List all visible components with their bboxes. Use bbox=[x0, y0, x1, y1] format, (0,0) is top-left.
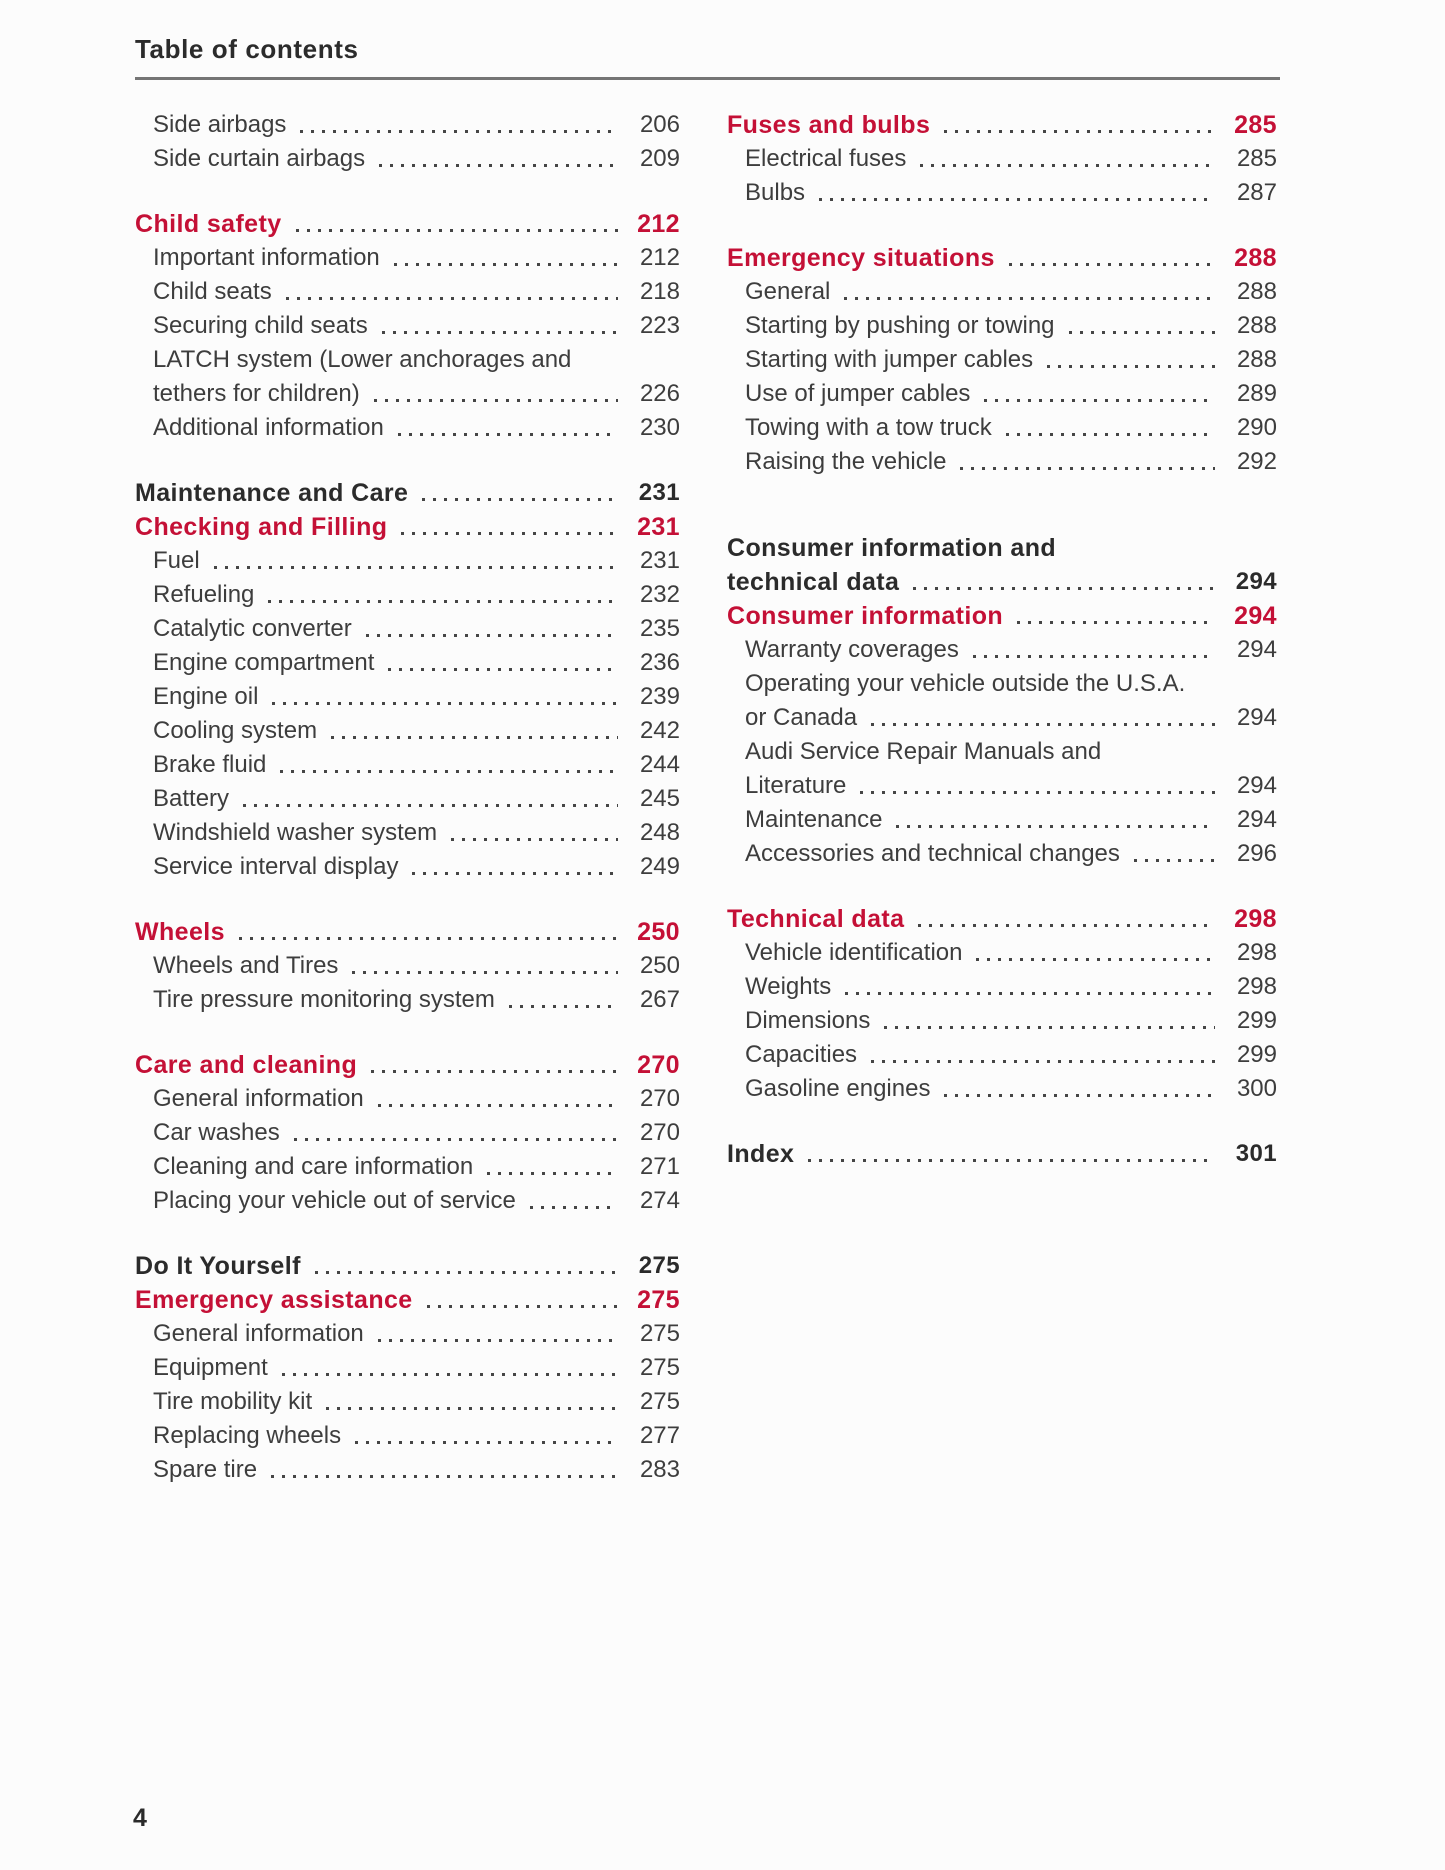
toc-section bbox=[135, 1249, 680, 1487]
dot-leader bbox=[819, 198, 1215, 201]
toc-entry-page-number: 232 bbox=[639, 581, 680, 608]
dot-leader bbox=[913, 587, 1215, 590]
toc-entry-label: Consumer information and bbox=[727, 534, 1057, 562]
toc-entry-page-number: 300 bbox=[1236, 1075, 1277, 1102]
toc-entry-page-number: 212 bbox=[639, 244, 680, 271]
toc-entry-label: Tire mobility kit bbox=[153, 1388, 313, 1415]
toc-entry-label: Important information bbox=[153, 244, 380, 271]
toc-item-row bbox=[135, 949, 680, 983]
toc-entry-page-number: 250 bbox=[637, 918, 680, 946]
toc-entry-page-number: 294 bbox=[1236, 636, 1277, 663]
toc-heading-row bbox=[727, 1137, 1277, 1171]
toc-item-row bbox=[135, 612, 680, 646]
toc-item-row bbox=[135, 1150, 680, 1184]
toc-entry-page-number: 271 bbox=[639, 1153, 680, 1180]
toc-entry-page-number: 231 bbox=[637, 513, 680, 541]
toc-item-row bbox=[135, 1419, 680, 1453]
toc-item-row bbox=[135, 1351, 680, 1385]
dot-leader bbox=[398, 433, 618, 436]
toc-section bbox=[727, 241, 1277, 479]
toc-entry-page-number: 288 bbox=[1236, 278, 1277, 305]
dot-leader bbox=[272, 702, 618, 705]
dot-leader bbox=[1006, 433, 1215, 436]
dot-leader bbox=[920, 164, 1215, 167]
dot-leader bbox=[243, 804, 618, 807]
toc-entry-label: Starting with jumper cables bbox=[745, 346, 1034, 373]
toc-entry-label: Wheels bbox=[135, 918, 225, 946]
toc-heading-row bbox=[135, 476, 680, 510]
toc-item-row bbox=[727, 1038, 1277, 1072]
toc-entry-label: Capacities bbox=[745, 1041, 858, 1068]
toc-column-right bbox=[727, 108, 1277, 1487]
toc-entry-label: Do It Yourself bbox=[135, 1252, 301, 1280]
dot-leader bbox=[451, 838, 618, 841]
toc-entry-label: Refueling bbox=[153, 581, 255, 608]
toc-entry-label: Warranty coverages bbox=[745, 636, 959, 663]
toc-entry-page-number: 209 bbox=[639, 145, 680, 172]
toc-entry-label: Maintenance bbox=[745, 806, 883, 833]
toc-item-row bbox=[727, 275, 1277, 309]
dot-leader bbox=[294, 1138, 618, 1141]
toc-entry-page-number: 218 bbox=[639, 278, 680, 305]
toc-item-row bbox=[727, 701, 1277, 735]
toc-entry-label: Gasoline engines bbox=[745, 1075, 931, 1102]
toc-entry-page-number: 290 bbox=[1236, 414, 1277, 441]
toc-entry-label: Windshield washer system bbox=[153, 819, 438, 846]
toc-item-row bbox=[135, 850, 680, 884]
toc-entry-page-number: 301 bbox=[1235, 1140, 1277, 1167]
toc-heading-row bbox=[727, 902, 1277, 936]
toc-entry-label: Electrical fuses bbox=[745, 145, 907, 172]
toc-entry-label: Operating your vehicle outside the U.S.A. bbox=[745, 670, 1186, 697]
dot-leader bbox=[944, 1094, 1215, 1097]
toc-entry-page-number: 289 bbox=[1236, 380, 1277, 407]
toc-item-row bbox=[727, 445, 1277, 479]
toc-entry-label: Audi Service Repair Manuals and bbox=[745, 738, 1102, 765]
toc-item-row bbox=[135, 1184, 680, 1218]
toc-entry-label: Consumer information bbox=[727, 602, 1004, 630]
toc-section bbox=[727, 1137, 1277, 1171]
dot-leader bbox=[382, 331, 618, 334]
toc-item-row bbox=[727, 837, 1277, 871]
toc-item-row bbox=[135, 241, 680, 275]
toc-entry-label: Fuses and bulbs bbox=[727, 111, 931, 139]
toc-entry-label: Side curtain airbags bbox=[153, 145, 366, 172]
toc-entry-page-number: 245 bbox=[639, 785, 680, 812]
toc-columns bbox=[135, 108, 1277, 1487]
toc-entry-label: Literature bbox=[745, 772, 847, 799]
toc-section bbox=[135, 108, 680, 176]
toc-entry-label: Engine compartment bbox=[153, 649, 375, 676]
dot-leader bbox=[378, 1339, 618, 1342]
toc-heading-row bbox=[727, 531, 1277, 565]
dot-leader bbox=[239, 937, 618, 940]
toc-item-row bbox=[135, 343, 680, 377]
toc-entry-page-number: 288 bbox=[1234, 244, 1277, 272]
dot-leader bbox=[427, 1305, 618, 1308]
toc-heading-row bbox=[727, 241, 1277, 275]
toc-entry-label: tethers for children) bbox=[153, 380, 360, 407]
toc-item-row bbox=[135, 578, 680, 612]
toc-section bbox=[135, 476, 680, 884]
toc-entry-page-number: 277 bbox=[639, 1422, 680, 1449]
toc-entry-label: Child safety bbox=[135, 210, 282, 238]
dot-leader bbox=[844, 297, 1215, 300]
toc-item-row bbox=[135, 983, 680, 1017]
dot-leader bbox=[394, 263, 618, 266]
toc-heading-row bbox=[135, 1249, 680, 1283]
toc-entry-label: Brake fluid bbox=[153, 751, 267, 778]
toc-item-row bbox=[135, 377, 680, 411]
dot-leader bbox=[379, 164, 618, 167]
toc-entry-label: Use of jumper cables bbox=[745, 380, 971, 407]
toc-entry-label: Index bbox=[727, 1140, 795, 1168]
toc-item-row bbox=[135, 411, 680, 445]
toc-entry-label: Care and cleaning bbox=[135, 1051, 358, 1079]
dot-leader bbox=[896, 825, 1215, 828]
toc-entry-page-number: 270 bbox=[639, 1119, 680, 1146]
toc-entry-page-number: 283 bbox=[639, 1456, 680, 1483]
toc-entry-page-number: 275 bbox=[637, 1286, 680, 1314]
dot-leader bbox=[315, 1271, 618, 1274]
toc-entry-page-number: 267 bbox=[639, 986, 680, 1013]
dot-leader bbox=[509, 1005, 618, 1008]
toc-entry-label: technical data bbox=[727, 568, 900, 596]
toc-entry-page-number: 287 bbox=[1236, 179, 1277, 206]
toc-entry-page-number: 231 bbox=[639, 547, 680, 574]
toc-entry-label: Car washes bbox=[153, 1119, 280, 1146]
toc-entry-page-number: 296 bbox=[1236, 840, 1277, 867]
toc-entry-page-number: 270 bbox=[639, 1085, 680, 1112]
toc-entry-page-number: 270 bbox=[637, 1051, 680, 1079]
toc-item-row bbox=[135, 1116, 680, 1150]
toc-entry-page-number: 275 bbox=[639, 1320, 680, 1347]
dot-leader bbox=[388, 668, 618, 671]
toc-entry-label: LATCH system (Lower anchorages and bbox=[153, 346, 572, 373]
toc-item-row bbox=[135, 544, 680, 578]
toc-item-row bbox=[135, 309, 680, 343]
dot-leader bbox=[1134, 859, 1215, 862]
page-header bbox=[135, 34, 1280, 80]
toc-entry-page-number: 274 bbox=[639, 1187, 680, 1214]
dot-leader bbox=[944, 130, 1215, 133]
dot-leader bbox=[960, 467, 1215, 470]
toc-entry-label: Maintenance and Care bbox=[135, 479, 409, 507]
dot-leader bbox=[976, 958, 1215, 961]
dot-leader bbox=[280, 770, 618, 773]
toc-entry-label: Engine oil bbox=[153, 683, 259, 710]
toc-entry-label: Emergency situations bbox=[727, 244, 995, 272]
toc-entry-page-number: 223 bbox=[639, 312, 680, 339]
dot-leader bbox=[352, 971, 618, 974]
dot-leader bbox=[282, 1373, 618, 1376]
dot-leader bbox=[214, 566, 618, 569]
dot-leader bbox=[401, 532, 618, 535]
toc-entry-page-number: 250 bbox=[639, 952, 680, 979]
toc-entry-label: Catalytic converter bbox=[153, 615, 352, 642]
dot-leader bbox=[422, 498, 618, 501]
toc-item-row bbox=[135, 108, 680, 142]
toc-entry-page-number: 294 bbox=[1234, 602, 1277, 630]
toc-entry-page-number: 212 bbox=[637, 210, 680, 238]
toc-item-row bbox=[135, 1082, 680, 1116]
dot-leader bbox=[366, 634, 618, 637]
dot-leader bbox=[371, 1070, 618, 1073]
dot-leader bbox=[871, 1060, 1215, 1063]
toc-entry-page-number: 294 bbox=[1236, 704, 1277, 731]
toc-entry-label: Bulbs bbox=[745, 179, 806, 206]
toc-heading-row bbox=[135, 510, 680, 544]
toc-section bbox=[727, 902, 1277, 1106]
toc-item-row bbox=[135, 680, 680, 714]
toc-entry-label: Replacing wheels bbox=[153, 1422, 342, 1449]
toc-section bbox=[135, 915, 680, 1017]
toc-entry-label: Placing your vehicle out of service bbox=[153, 1187, 516, 1214]
toc-entry-page-number: 206 bbox=[639, 111, 680, 138]
toc-item-row bbox=[727, 803, 1277, 837]
toc-item-row bbox=[135, 816, 680, 850]
toc-section bbox=[727, 531, 1277, 871]
toc-item-row bbox=[135, 1317, 680, 1351]
page-title: Table of contents bbox=[135, 34, 359, 64]
toc-item-row bbox=[135, 1385, 680, 1419]
toc-entry-page-number: 235 bbox=[639, 615, 680, 642]
dot-leader bbox=[860, 791, 1215, 794]
toc-item-row bbox=[135, 275, 680, 309]
toc-entry-label: Towing with a tow truck bbox=[745, 414, 992, 441]
toc-column-left bbox=[135, 108, 680, 1487]
toc-entry-label: Raising the vehicle bbox=[745, 448, 947, 475]
toc-entry-page-number: 226 bbox=[639, 380, 680, 407]
toc-section bbox=[727, 108, 1277, 210]
toc-heading-row bbox=[135, 207, 680, 241]
toc-entry-label: Fuel bbox=[153, 547, 200, 574]
toc-entry-page-number: 298 bbox=[1236, 973, 1277, 1000]
dot-leader bbox=[845, 992, 1215, 995]
toc-entry-page-number: 244 bbox=[639, 751, 680, 778]
toc-entry-label: Cooling system bbox=[153, 717, 318, 744]
toc-item-row bbox=[135, 646, 680, 680]
toc-item-row bbox=[135, 782, 680, 816]
toc-item-row bbox=[135, 142, 680, 176]
toc-section bbox=[135, 207, 680, 445]
toc-item-row bbox=[727, 735, 1277, 769]
dot-leader bbox=[326, 1407, 618, 1410]
dot-leader bbox=[884, 1026, 1215, 1029]
toc-entry-page-number: 248 bbox=[639, 819, 680, 846]
toc-entry-page-number: 275 bbox=[639, 1388, 680, 1415]
toc-entry-label: Service interval display bbox=[153, 853, 399, 880]
dot-leader bbox=[1047, 365, 1215, 368]
toc-heading-row bbox=[727, 108, 1277, 142]
toc-entry-label: Checking and Filling bbox=[135, 513, 388, 541]
toc-item-row bbox=[135, 748, 680, 782]
dot-leader bbox=[808, 1159, 1215, 1162]
toc-entry-page-number: 242 bbox=[639, 717, 680, 744]
toc-entry-page-number: 239 bbox=[639, 683, 680, 710]
dot-leader bbox=[973, 655, 1215, 658]
toc-entry-label: Child seats bbox=[153, 278, 272, 305]
toc-item-row bbox=[135, 1453, 680, 1487]
toc-entry-page-number: 285 bbox=[1236, 145, 1277, 172]
dot-leader bbox=[300, 130, 618, 133]
toc-entry-label: Technical data bbox=[727, 905, 905, 933]
toc-entry-label: Wheels and Tires bbox=[153, 952, 339, 979]
dot-leader bbox=[286, 297, 618, 300]
toc-entry-page-number: 275 bbox=[639, 1354, 680, 1381]
toc-item-row bbox=[727, 769, 1277, 803]
toc-entry-label: Accessories and technical changes bbox=[745, 840, 1120, 867]
dot-leader bbox=[412, 872, 618, 875]
toc-entry-label: Emergency assistance bbox=[135, 1286, 413, 1314]
dot-leader bbox=[331, 736, 618, 739]
toc-section bbox=[135, 1048, 680, 1218]
toc-entry-label: Dimensions bbox=[745, 1007, 871, 1034]
toc-item-row bbox=[727, 936, 1277, 970]
toc-entry-label: Starting by pushing or towing bbox=[745, 312, 1055, 339]
footer-page-number: 4 bbox=[133, 1804, 147, 1832]
toc-entry-label: Weights bbox=[745, 973, 832, 1000]
dot-leader bbox=[918, 924, 1215, 927]
toc-entry-label: Side airbags bbox=[153, 111, 287, 138]
dot-leader bbox=[374, 399, 618, 402]
dot-leader bbox=[1069, 331, 1215, 334]
toc-item-row bbox=[727, 377, 1277, 411]
toc-entry-page-number: 298 bbox=[1234, 905, 1277, 933]
toc-entry-label: General bbox=[745, 278, 831, 305]
toc-entry-label: Securing child seats bbox=[153, 312, 368, 339]
toc-item-row bbox=[727, 1072, 1277, 1106]
toc-entry-page-number: 288 bbox=[1236, 346, 1277, 373]
toc-entry-label: General information bbox=[153, 1085, 364, 1112]
toc-item-row bbox=[727, 1004, 1277, 1038]
toc-heading-row bbox=[727, 565, 1277, 599]
dot-leader bbox=[271, 1475, 618, 1478]
toc-heading-row bbox=[727, 599, 1277, 633]
dot-leader bbox=[1017, 621, 1215, 624]
toc-entry-label: Spare tire bbox=[153, 1456, 258, 1483]
toc-entry-label: General information bbox=[153, 1320, 364, 1347]
toc-item-row bbox=[727, 633, 1277, 667]
toc-entry-page-number: 292 bbox=[1236, 448, 1277, 475]
toc-entry-label: Battery bbox=[153, 785, 230, 812]
toc-entry-label: Vehicle identification bbox=[745, 939, 963, 966]
toc-entry-page-number: 299 bbox=[1236, 1007, 1277, 1034]
toc-item-row bbox=[727, 411, 1277, 445]
toc-item-row bbox=[135, 714, 680, 748]
toc-entry-page-number: 285 bbox=[1234, 111, 1277, 139]
toc-entry-page-number: 294 bbox=[1236, 772, 1277, 799]
toc-item-row bbox=[727, 309, 1277, 343]
toc-entry-label: Cleaning and care information bbox=[153, 1153, 474, 1180]
toc-item-row bbox=[727, 970, 1277, 1004]
toc-entry-page-number: 298 bbox=[1236, 939, 1277, 966]
toc-entry-label: Additional information bbox=[153, 414, 384, 441]
dot-leader bbox=[984, 399, 1215, 402]
toc-entry-label: Equipment bbox=[153, 1354, 268, 1381]
toc-entry-page-number: 288 bbox=[1236, 312, 1277, 339]
toc-item-row bbox=[727, 667, 1277, 701]
dot-leader bbox=[871, 723, 1215, 726]
toc-entry-label: Tire pressure monitoring system bbox=[153, 986, 495, 1013]
header-rule bbox=[135, 77, 1280, 80]
dot-leader bbox=[487, 1172, 618, 1175]
toc-entry-page-number: 231 bbox=[638, 479, 680, 506]
toc-entry-page-number: 294 bbox=[1235, 568, 1277, 595]
dot-leader bbox=[268, 600, 618, 603]
toc-item-row bbox=[727, 343, 1277, 377]
dot-leader bbox=[296, 229, 619, 232]
toc-entry-page-number: 236 bbox=[639, 649, 680, 676]
toc-item-row bbox=[727, 176, 1277, 210]
toc-entry-page-number: 249 bbox=[639, 853, 680, 880]
dot-leader bbox=[1009, 263, 1215, 266]
toc-entry-label: or Canada bbox=[745, 704, 858, 731]
toc-heading-row bbox=[135, 915, 680, 949]
toc-entry-page-number: 299 bbox=[1236, 1041, 1277, 1068]
dot-leader bbox=[378, 1104, 618, 1107]
dot-leader bbox=[530, 1206, 618, 1209]
toc-entry-page-number: 294 bbox=[1236, 806, 1277, 833]
toc-entry-page-number: 275 bbox=[638, 1252, 680, 1279]
toc-entry-page-number: 230 bbox=[639, 414, 680, 441]
dot-leader bbox=[355, 1441, 618, 1444]
toc-heading-row bbox=[135, 1048, 680, 1082]
toc-heading-row bbox=[135, 1283, 680, 1317]
toc-item-row bbox=[727, 142, 1277, 176]
